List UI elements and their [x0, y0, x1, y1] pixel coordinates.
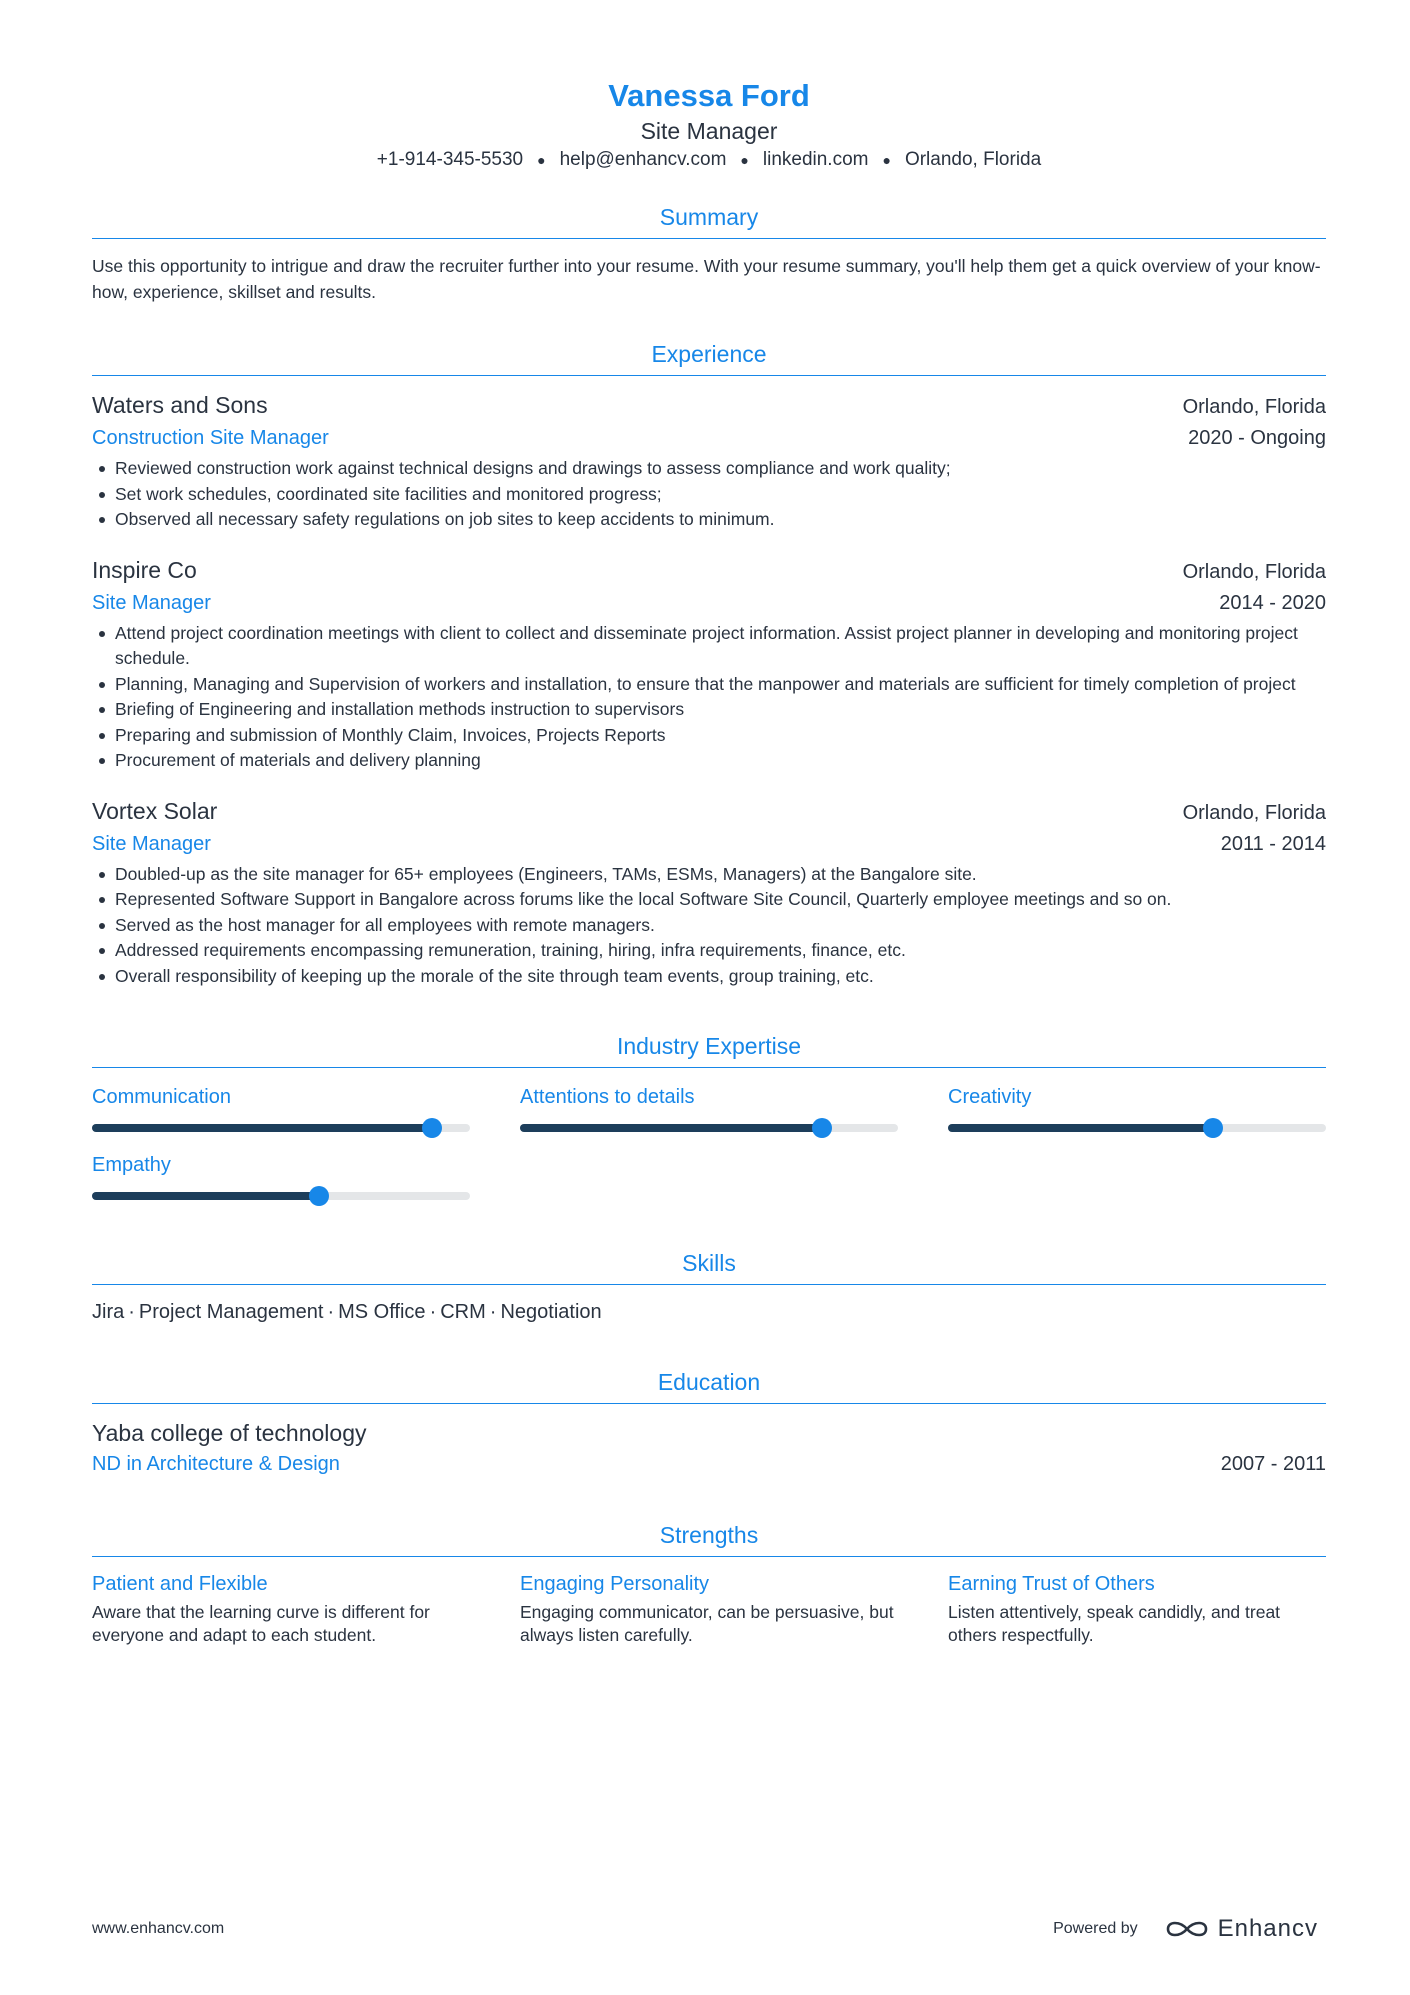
strength-item: [948, 1569, 1326, 1647]
summary-section: [92, 202, 1326, 305]
list-item: Set work schedules, coordinated site facilities and monitored progress;: [92, 482, 1326, 508]
expertise-bar-fill: [92, 1192, 319, 1200]
list-item: Briefing of Engineering and installation methods instruction to supervisors: [92, 697, 1326, 723]
strength-title: Engaging Personality: [520, 1573, 710, 1596]
company-name: Vortex Solar: [92, 797, 218, 824]
job-entry: [92, 796, 1326, 990]
expertise-bar: [92, 1124, 470, 1132]
expertise-item: [92, 1150, 470, 1200]
expertise-bar-knob: [309, 1186, 329, 1206]
skills-section: [92, 1248, 1326, 1327]
list-item: Addressed requirements encompassing remuneration, training, hiring, infra requirements, finance, etc.: [92, 938, 1326, 964]
summary-text: Use this opportunity to intrigue and draw the recruiter further into your resume. With your resume summary, you'll help them get a quick overview of your know-how, experience, skillset and results.: [92, 256, 1321, 303]
skill-item: Jira: [92, 1301, 125, 1324]
resume-header: [92, 76, 1326, 174]
strength-description: Engaging communicator, can be persuasive, but always listen carefully.: [520, 1602, 894, 1646]
list-item: Reviewed construction work against technical designs and drawings to assess compliance and work quality;: [92, 456, 1326, 482]
section-title-strengths: Strengths: [92, 1520, 1326, 1557]
list-item: Observed all necessary safety regulations on job sites to keep accidents to minimum.: [92, 507, 1326, 533]
list-item: Preparing and submission of Monthly Claim, Invoices, Projects Reports: [92, 723, 1326, 749]
section-title-experience: Experience: [92, 339, 1326, 376]
expertise-bar: [520, 1124, 898, 1132]
expertise-bar-fill: [92, 1124, 432, 1132]
list-item: Attend project coordination meetings with client to collect and disseminate project information. Assist project planner in developing and monitoring project schedule.: [92, 621, 1326, 672]
strengths-section: [92, 1520, 1326, 1647]
expertise-item: [520, 1082, 898, 1132]
experience-section: [92, 339, 1326, 989]
expertise-bar-fill: [948, 1124, 1213, 1132]
linkedin[interactable]: linkedin.com: [762, 149, 869, 171]
strength-title: Earning Trust of Others: [948, 1573, 1155, 1596]
job-location: Orlando, Florida: [1182, 560, 1326, 583]
footer-website[interactable]: www.enhancv.com: [92, 1920, 225, 1937]
expertise-bar-knob: [812, 1118, 832, 1138]
list-item: Represented Software Support in Bangalore across forums like the local Software Site Council, Quarterly employee meetings and so on.: [92, 887, 1326, 913]
job-location: Orlando, Florida: [1182, 801, 1326, 824]
email[interactable]: help@enhancv.com: [559, 149, 727, 171]
job-dates: 2014 - 2020: [1219, 591, 1326, 614]
expertise-section: [92, 1031, 1326, 1200]
skill-item: MS Office: [338, 1301, 426, 1324]
section-title-education: Education: [92, 1367, 1326, 1404]
phone: +1-914-345-5530: [376, 149, 524, 171]
list-item: Overall responsibility of keeping up the morale of the site through team events, group training, etc.: [92, 964, 1326, 990]
strength-title: Patient and Flexible: [92, 1573, 268, 1596]
expertise-label: Empathy: [92, 1154, 171, 1177]
expertise-bar: [948, 1124, 1326, 1132]
job-dates: 2020 - Ongoing: [1188, 427, 1326, 450]
job-title: Site Manager: [92, 591, 211, 614]
company-name: Inspire Co: [92, 556, 197, 583]
job-bullets: [92, 456, 1326, 533]
expertise-item: [948, 1082, 1326, 1132]
expertise-bar-knob: [1203, 1118, 1223, 1138]
skill-separator: ·: [327, 1301, 335, 1324]
list-item: Doubled-up as the site manager for 65+ employees (Engineers, TAMs, ESMs, Managers) at the Bangalore site.: [92, 862, 1326, 888]
skill-item: CRM: [440, 1301, 486, 1324]
strength-description: Aware that the learning curve is different for everyone and adapt to each student.: [92, 1602, 430, 1646]
school-name: Yaba college of technology: [92, 1420, 367, 1447]
degree: ND in Architecture & Design: [92, 1453, 340, 1476]
skill-item: Negotiation: [500, 1301, 602, 1324]
strength-item: [92, 1569, 470, 1647]
education-section: [92, 1367, 1326, 1480]
list-item: Planning, Managing and Supervision of workers and installation, to ensure that the manpower and materials are sufficient for timely completion of project: [92, 672, 1326, 698]
skill-separator: ·: [128, 1301, 135, 1324]
job-bullets: [92, 862, 1326, 990]
expertise-item: [92, 1082, 470, 1132]
job-bullets: [92, 621, 1326, 774]
skill-separator: ·: [489, 1301, 497, 1324]
bullet-separator: ●: [537, 152, 546, 168]
brand-logo[interactable]: [1164, 1915, 1318, 1943]
strength-item: [520, 1569, 898, 1647]
section-title-expertise: Industry Expertise: [92, 1031, 1326, 1068]
contact-line: [92, 146, 1326, 174]
education-dates: 2007 - 2011: [1220, 1453, 1326, 1476]
expertise-label: Communication: [92, 1086, 231, 1109]
job-entry: [92, 390, 1326, 533]
section-title-summary: Summary: [92, 202, 1326, 239]
job-title: Construction Site Manager: [92, 427, 329, 450]
expertise-bar-fill: [520, 1124, 822, 1132]
job-location: Orlando, Florida: [1182, 396, 1326, 419]
resume-page: [92, 76, 1326, 1647]
job-dates: 2011 - 2014: [1220, 832, 1326, 855]
job-title: Site Manager: [92, 832, 211, 855]
expertise-bar-knob: [422, 1118, 442, 1138]
bullet-separator: ●: [882, 152, 891, 168]
strength-description: Listen attentively, speak candidly, and treat others respectfully.: [948, 1602, 1281, 1646]
candidate-title: Site Manager: [640, 118, 778, 144]
infinity-logo-icon: [1164, 1917, 1210, 1941]
expertise-bar: [92, 1192, 470, 1200]
job-entry: [92, 555, 1326, 774]
list-item: Procurement of materials and delivery planning: [92, 748, 1326, 774]
powered-by: [1053, 1915, 1318, 1943]
page-footer: [92, 1915, 1318, 1943]
expertise-label: Attentions to details: [520, 1086, 695, 1109]
skill-item: Project Management: [138, 1301, 324, 1324]
company-name: Waters and Sons: [92, 392, 268, 419]
expertise-label: Creativity: [948, 1086, 1032, 1109]
section-title-skills: Skills: [92, 1248, 1326, 1285]
bullet-separator: ●: [740, 152, 749, 168]
skills-list: [92, 1297, 1326, 1327]
brand-name: Enhancv: [1217, 1915, 1318, 1942]
powered-by-label: Powered by: [1053, 1920, 1138, 1937]
candidate-name: Vanessa Ford: [608, 78, 810, 113]
skill-separator: ·: [429, 1301, 437, 1324]
location: Orlando, Florida: [904, 149, 1042, 171]
list-item: Served as the host manager for all employees with remote managers.: [92, 913, 1326, 939]
